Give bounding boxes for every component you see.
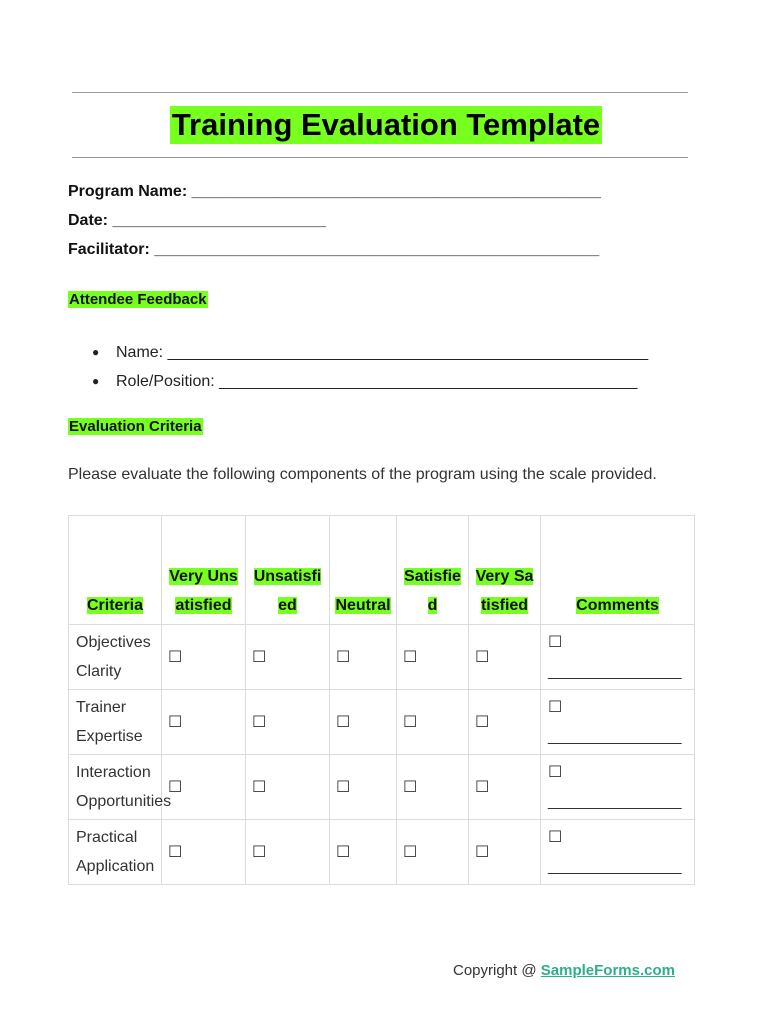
bullet-icon: ● [92, 345, 100, 359]
checkbox[interactable]: ☐ [397, 690, 469, 755]
page-title: Training Evaluation Template [171, 107, 601, 142]
checkbox[interactable]: ☐ [397, 820, 469, 885]
bottom-divider [72, 157, 688, 158]
column-header-unsatisfied: Unsatisfied [246, 516, 330, 625]
attendee-role-field[interactable]: Role/Position: _______________________________________________ [116, 373, 638, 390]
attendee-list [92, 338, 648, 396]
column-header-very-satisfied: Very Satisfied [469, 516, 541, 625]
comment-checkbox[interactable]: ☐ [548, 634, 563, 651]
criteria-cell: Interaction Opportunities [69, 755, 162, 820]
evaluation-table [68, 515, 695, 885]
bullet-icon: ● [92, 374, 100, 388]
checkbox[interactable]: ☐ [469, 690, 541, 755]
checkbox[interactable]: ☐ [246, 625, 330, 690]
comments-cell [541, 755, 695, 820]
comment-checkbox[interactable]: ☐ [548, 764, 563, 781]
comment-line[interactable]: _______________ [548, 728, 682, 745]
attendee-feedback-heading [68, 290, 208, 310]
table-row [69, 690, 695, 755]
table-row [69, 755, 695, 820]
criteria-cell: Practical Application [69, 820, 162, 885]
column-header-criteria: Criteria [69, 516, 162, 625]
checkbox[interactable]: ☐ [246, 690, 330, 755]
checkbox[interactable]: ☐ [469, 625, 541, 690]
comment-checkbox[interactable]: ☐ [548, 699, 563, 716]
list-item[interactable] [92, 367, 648, 396]
table-header-row [69, 516, 695, 625]
comment-line[interactable]: _______________ [548, 858, 682, 875]
criteria-cell: Trainer Expertise [69, 690, 162, 755]
column-header-comments: Comments [541, 516, 695, 625]
attendee-name-field[interactable]: Name: ______________________________________________________ [116, 344, 649, 361]
evaluation-criteria-label: Evaluation Criteria [69, 418, 202, 435]
criteria-cell: Objectives Clarity [69, 625, 162, 690]
table-row [69, 625, 695, 690]
column-header-satisfied: Satisfied [397, 516, 469, 625]
table-row [69, 820, 695, 885]
checkbox[interactable]: ☐ [162, 820, 246, 885]
checkbox[interactable]: ☐ [162, 625, 246, 690]
checkbox[interactable]: ☐ [162, 690, 246, 755]
brand-link[interactable]: SampleForms.com [540, 962, 675, 979]
checkbox[interactable]: ☐ [246, 755, 330, 820]
checkbox[interactable]: ☐ [162, 755, 246, 820]
column-header-neutral: Neutral [330, 516, 397, 625]
comment-line[interactable]: _______________ [548, 793, 682, 810]
top-divider [72, 92, 688, 93]
program-name-field[interactable]: Program Name: ______________________________________________ [68, 183, 601, 200]
checkbox[interactable]: ☐ [397, 625, 469, 690]
facilitator-field[interactable]: Facilitator: __________________________________________________ [68, 241, 600, 258]
checkbox[interactable]: ☐ [330, 755, 397, 820]
checkbox[interactable]: ☐ [330, 690, 397, 755]
checkbox[interactable]: ☐ [246, 820, 330, 885]
evaluation-criteria-heading [68, 417, 203, 437]
evaluation-intro: Please evaluate the following components of the program using the scale provided. [68, 466, 657, 483]
checkbox[interactable]: ☐ [469, 820, 541, 885]
comments-cell [541, 625, 695, 690]
checkbox[interactable]: ☐ [397, 755, 469, 820]
copyright-footer [453, 962, 675, 979]
comments-cell [541, 690, 695, 755]
checkbox[interactable]: ☐ [330, 625, 397, 690]
comment-checkbox[interactable]: ☐ [548, 829, 563, 846]
copyright-text: Copyright @ [453, 962, 541, 979]
title-container [0, 106, 772, 144]
comment-line[interactable]: _______________ [548, 663, 682, 680]
date-field[interactable]: Date: ________________________ [68, 212, 327, 229]
list-item[interactable] [92, 338, 648, 367]
checkbox[interactable]: ☐ [330, 820, 397, 885]
checkbox[interactable]: ☐ [469, 755, 541, 820]
attendee-feedback-label: Attendee Feedback [69, 291, 207, 308]
column-header-very-unsatisfied: Very Unsatisfied [162, 516, 246, 625]
comments-cell [541, 820, 695, 885]
